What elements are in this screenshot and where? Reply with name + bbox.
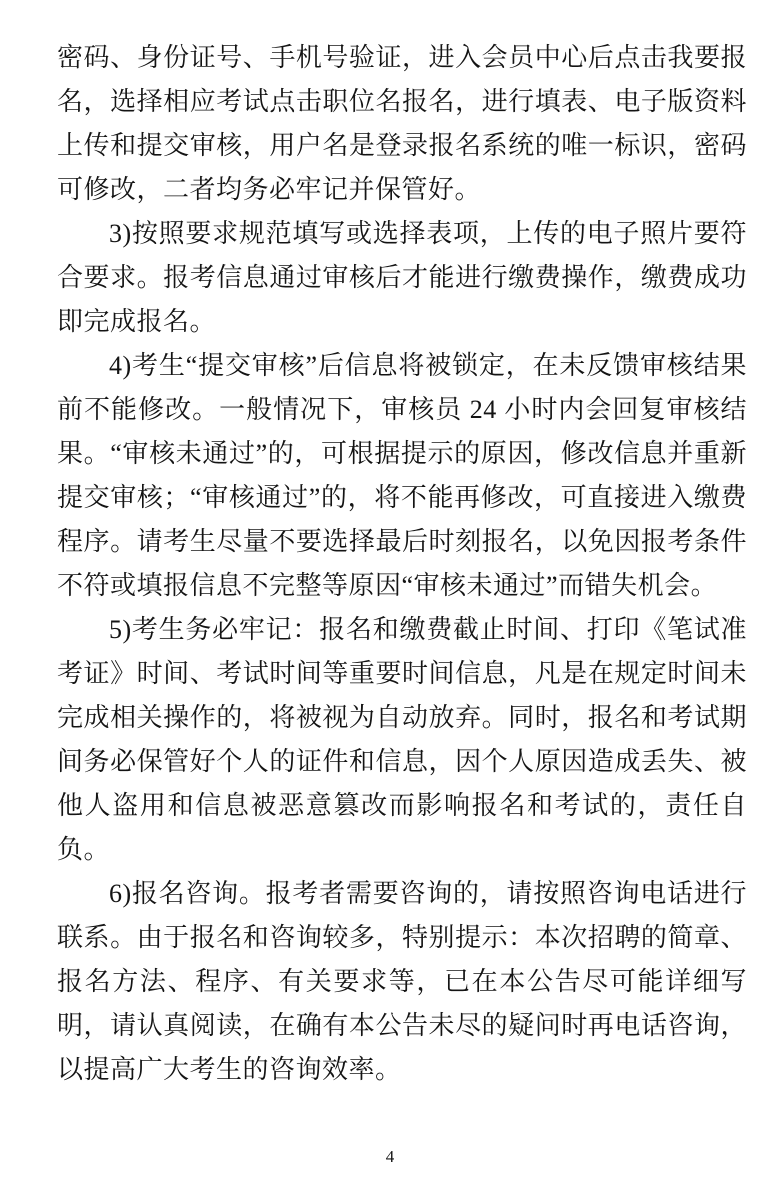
paragraph-item-3: 3)按照要求规范填写或选择表项，上传的电子照片要符合要求。报考信息通过审核后才能进行缴费操作，缴费成功即完成报名。 [57,219,747,336]
paragraph-item-6: 6)报名咨询。报考者需要咨询的，请按照咨询电话进行联系。由于报名和咨询较多，特别提示：本次招聘的简章、报名方法、程序、有关要求等，已在本公告尽可能详细写明，请认真阅读，在确有本公告未尽的疑问时再电话咨询，以提高广大考生的咨询效率。 [57,879,747,1084]
document-body [57,36,747,1092]
paragraph-item-5: 5)考生务必牢记：报名和缴费截止时间、打印《笔试准考证》时间、考试时间等重要时间信息，凡是在规定时间未完成相关操作的，将被视为自动放弃。同时，报名和考试期间务必保管好个人的证件和信息，因个人原因造成丢失、被他人盗用和信息被恶意篡改而影响报名和考试的，责任自负。 [57,615,747,864]
page-number: 4 [385,1147,395,1166]
paragraph-item-4: 4)考生“提交审核”后信息将被锁定，在未反馈审核结果前不能修改。一般情况下，审核员 24 小时内会回复审核结果。“审核未通过”的，可根据提示的原因，修改信息并重新提交审核；“审核通过”的，将不能再修改，可直接进入缴费程序。请考生尽量不要选择最后时刻报名，以免因报考条件不符或填报信息不完整等原因“审核未通过”而错失机会。 [57,351,747,600]
paragraph-continuation: 密码、身份证号、手机号验证，进入会员中心后点击我要报名，选择相应考试点击职位名报名，进行填表、电子版资料上传和提交审核，用户名是登录报名系统的唯一标识，密码可修改，二者均务必牢记并保管好。 [57,43,747,204]
